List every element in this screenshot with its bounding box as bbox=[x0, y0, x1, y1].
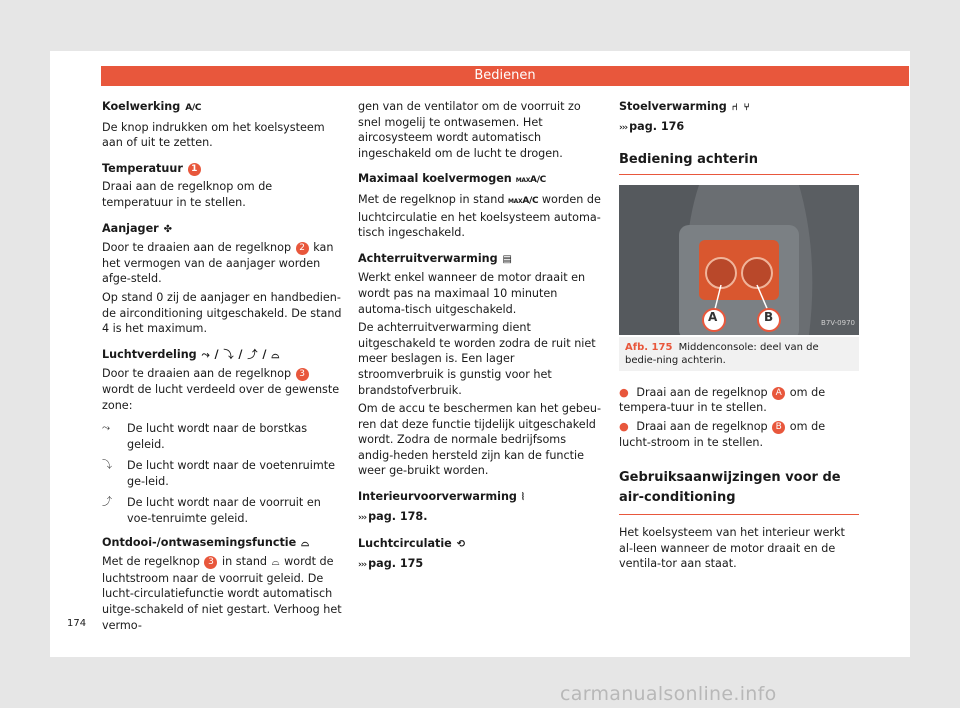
vent-feet-icon: ⤵ bbox=[102, 460, 112, 472]
page-header: Bedienen bbox=[101, 66, 909, 86]
seat-heating-heading bbox=[619, 99, 859, 116]
recirculation-heading bbox=[358, 536, 602, 553]
page-number: 174 bbox=[67, 618, 87, 629]
rear-window-text-3: Om de accu te beschermen kan het gebeu-ren dat deze functie tijdelijk uitgeschakeld wordt. Zodra de normale bedrijfsoms andig-heden hersteld zijn kan de functie weer ge-bruikt worden. bbox=[358, 402, 601, 478]
badge-b: B bbox=[772, 421, 785, 434]
badge-2: 2 bbox=[296, 242, 309, 255]
vent-windscreen-feet-icon: ⤴ bbox=[102, 497, 112, 509]
temperatuur-text: Draai aan de regelknop om de temperatuur in te stellen. bbox=[102, 180, 273, 209]
aanjager-text-2: Op stand 0 zij de aanjager en handbedien-de airconditioning uitgeschakeld. De stand 4 is het maximum. bbox=[102, 290, 342, 336]
badge-3: 3 bbox=[296, 368, 309, 381]
badge-3: 3 bbox=[204, 556, 217, 569]
max-cooling-heading bbox=[358, 171, 602, 189]
rear-window-text-1: Werkt enkel wanneer de motor draait en wordt pas na maximaal 10 minuten automa-tisch uitgeschakeld. bbox=[358, 271, 586, 316]
vent-chest-icon: ⤳ bbox=[201, 349, 210, 361]
ontdooi-text-c: wordt de luchtstroom naar de voorruit geleid. De lucht-circulatiefunctie wordt automatisch uitge-schakeld of niet gestart. Verhoog het vermo- bbox=[102, 555, 342, 632]
recirculation-ref-text: pag. 175 bbox=[368, 556, 424, 570]
koelwerking-text: De knop indrukken om het koelsysteem aan of uit te zetten. bbox=[102, 120, 325, 150]
bullet-2-text-a: Draai aan de regelknop bbox=[636, 419, 768, 433]
aanjager-title: Aanjager bbox=[102, 221, 159, 235]
rear-defrost-icon: ▤ bbox=[502, 253, 512, 265]
max-ac-icon bbox=[516, 175, 546, 185]
luchtverdeling-heading bbox=[102, 347, 344, 364]
interior-preheat-title: Interieurvoorverwarming bbox=[358, 490, 517, 504]
list-item-text: De lucht wordt naar de voetenruimte ge-leid. bbox=[127, 459, 336, 488]
ac-usage-text: Het koelsysteem van het interieur werkt al-leen wanneer de motor draait en de ventila-tor aan staat. bbox=[619, 526, 845, 571]
column-2 bbox=[358, 99, 602, 583]
recirculation-icon: ⟲ bbox=[456, 539, 466, 551]
bullet-1-text-a: Draai aan de regelknop bbox=[636, 385, 768, 399]
list-item bbox=[102, 458, 344, 489]
temperatuur-heading bbox=[102, 161, 344, 177]
badge-1: 1 bbox=[188, 163, 201, 176]
caption-text: Middenconsole: deel van de bedie-ning achterin. bbox=[625, 341, 819, 366]
seat-heating-ref[interactable] bbox=[619, 119, 859, 137]
page-sheet bbox=[50, 51, 910, 657]
section-title-rear-controls: Bediening achterin bbox=[619, 152, 859, 175]
seat-heat-left-icon: ⑁ bbox=[731, 102, 738, 113]
bullet-1-text-b: om de tempera-tuur in te stellen. bbox=[619, 385, 826, 415]
interior-preheat-ref[interactable] bbox=[358, 509, 602, 527]
separator: / bbox=[238, 347, 243, 361]
bullet-2-text-b: om de lucht-stroom in te stellen. bbox=[619, 419, 826, 449]
max-ac-icon bbox=[508, 196, 538, 206]
bullet-icon: ● bbox=[619, 419, 629, 433]
aanjager-text bbox=[102, 240, 344, 287]
luchtverdeling-text-b: wordt de lucht verdeeld over de gewenste zone: bbox=[102, 382, 340, 412]
badge-a: A bbox=[772, 387, 785, 400]
interior-preheat-ref-text: pag. 178. bbox=[368, 509, 428, 523]
aanjager-text-a: Door te draaien aan de regelknop bbox=[102, 241, 292, 255]
list-item-text: De lucht wordt naar de voorruit en voe-tenruimte geleid. bbox=[127, 496, 321, 526]
section-title-ac-usage: Gebruiksaanwijzingen voor de air-conditioning bbox=[619, 468, 859, 515]
koelwerking-heading bbox=[102, 99, 344, 117]
column-1 bbox=[102, 99, 344, 643]
list-item-text: De lucht wordt naar de borstkas geleid. bbox=[127, 422, 308, 451]
seat-heating-ref-text: pag. 176 bbox=[629, 119, 685, 133]
column-3 bbox=[619, 99, 859, 582]
recirculation-ref[interactable] bbox=[358, 556, 602, 574]
defrost-icon: ⌓ bbox=[271, 349, 280, 361]
max-ac-icon-big: A/C bbox=[530, 175, 546, 186]
figure-label-a: A bbox=[708, 309, 718, 324]
luchtverdeling-text-a: Door te draaien aan de regelknop bbox=[102, 367, 292, 381]
max-ac-icon-small: MAX bbox=[515, 177, 531, 185]
ontdooi-text-a: Met de regelknop bbox=[102, 555, 200, 569]
defrost-icon: ⌓ bbox=[271, 557, 280, 569]
vent-feet-icon: ⤵ bbox=[223, 349, 234, 361]
caption-label: Afb. 175 bbox=[625, 341, 673, 353]
rear-window-title: Achterruitverwarming bbox=[358, 251, 498, 265]
koelwerking-title: Koelwerking bbox=[102, 100, 181, 113]
bullet-item bbox=[619, 419, 859, 450]
max-cooling-title: Maximaal koelvermogen bbox=[358, 172, 512, 186]
continued-text: gen van de ventilator om de voorruit zo snel mogelij te ontwasemen. Het aircosysteem wordt automatisch ingeschakeld om de lucht te drogen. bbox=[358, 100, 581, 160]
ontdooi-text bbox=[102, 554, 344, 633]
aanjager-text-b: kan het vermogen van de aanjager worden afge-steld. bbox=[102, 241, 334, 286]
arrow-icon: ››› bbox=[619, 122, 628, 133]
console-illustration bbox=[619, 185, 859, 335]
bullet-item bbox=[619, 385, 859, 416]
separator: / bbox=[262, 347, 267, 361]
luchtverdeling-text bbox=[102, 366, 344, 413]
max-ac-icon-small: MAX bbox=[508, 197, 523, 205]
rear-window-text-2: De achterruitverwarming dient uitgeschakeld te worden zodra de ruit niet meer beslagen is. Een lager stroomverbruik is gunstig voor het brandstofverbruik. bbox=[358, 321, 596, 397]
rear-window-heading bbox=[358, 251, 602, 268]
temperatuur-title: Temperatuur bbox=[102, 161, 183, 175]
ac-icon: A/C bbox=[185, 103, 202, 113]
figure-label-b: B bbox=[764, 309, 774, 324]
aanjager-heading bbox=[102, 221, 344, 238]
list-item bbox=[102, 495, 344, 526]
seat-heating-title: Stoelverwarming bbox=[619, 100, 727, 113]
figure-id: B7V-0970 bbox=[821, 319, 855, 328]
arrow-icon: ››› bbox=[358, 559, 367, 570]
interior-preheat-heading bbox=[358, 489, 602, 506]
list-item bbox=[102, 421, 344, 452]
ontdooi-heading bbox=[102, 535, 344, 552]
seat-heat-right-icon: ⑂ bbox=[743, 102, 750, 113]
bullet-icon: ● bbox=[619, 385, 629, 399]
vent-windscreen-feet-icon: ⤴ bbox=[247, 349, 258, 361]
recirculation-title: Luchtcirculatie bbox=[358, 537, 452, 551]
max-cooling-text-b: worden de luchtcirculatie en het koelsysteem automa-tisch ingeschakeld. bbox=[358, 192, 601, 240]
figure-rear-console bbox=[619, 185, 859, 335]
ontdooi-text-b: in stand bbox=[222, 555, 268, 569]
max-cooling-text-a: Met de regelknop in stand bbox=[358, 192, 505, 206]
luchtverdeling-title: Luchtverdeling bbox=[102, 347, 197, 361]
fan-icon: ✤ bbox=[163, 223, 172, 235]
watermark: carmanualsonline.info bbox=[560, 683, 777, 705]
heater-icon: ⦚ bbox=[521, 492, 524, 504]
vent-chest-icon: ⤳ bbox=[102, 423, 110, 435]
arrow-icon: ››› bbox=[358, 512, 367, 523]
ontdooi-title: Ontdooi-/ontwasemingsfunctie bbox=[102, 535, 297, 549]
max-ac-icon-big: A/C bbox=[522, 195, 539, 206]
figure-caption bbox=[619, 337, 859, 371]
distribution-list bbox=[102, 421, 344, 527]
max-cooling-text bbox=[358, 192, 602, 241]
separator: / bbox=[214, 347, 219, 361]
defrost-icon: ⌓ bbox=[301, 537, 310, 549]
